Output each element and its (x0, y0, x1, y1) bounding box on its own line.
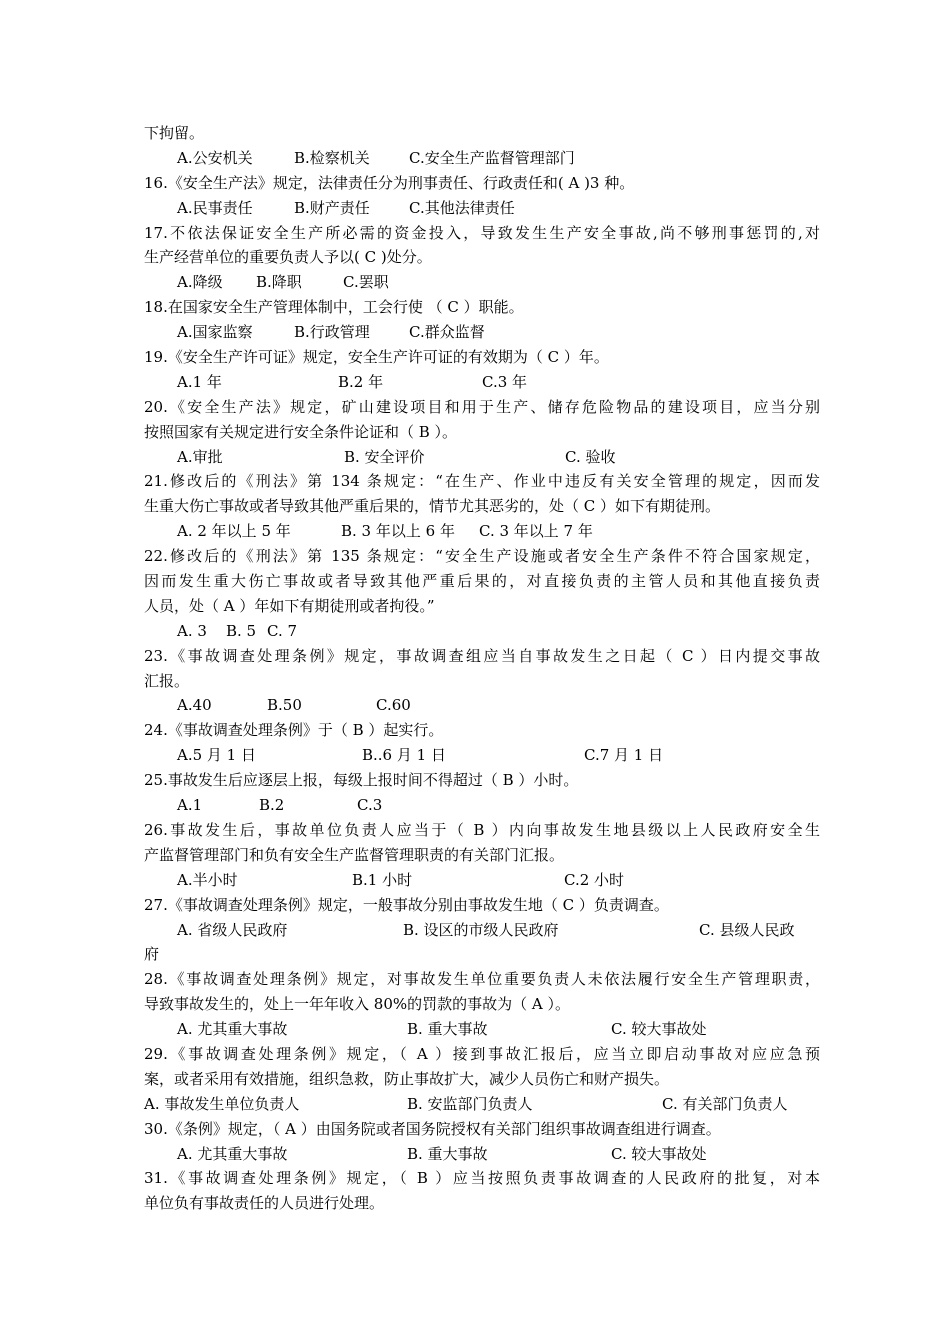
answer-option: B. 安全评价 (344, 447, 425, 466)
answer-options-row (144, 1017, 820, 1042)
question-text-line: 17.不依法保证安全生产所必需的资金投入，导致发生生产安全事故,尚不够刑事惩罚的,对 (144, 223, 820, 242)
answer-option: C.安全生产监督管理部门 (409, 148, 575, 167)
answer-options-row (144, 370, 820, 395)
answer-option: B.行政管理 (294, 323, 370, 342)
question-text-line: 23.《事故调查处理条例》规定，事故调查组应当自事故发生之日起（ C ）日内提交事故 (144, 646, 820, 665)
answer-options-row (144, 743, 820, 768)
question-text-line: 27.《事故调查处理条例》规定，一般事故分别由事故发生地（ C ）负责调查。 (144, 895, 669, 914)
question-text-line: 22.修改后的《刑法》第 135 条规定：“安全生产设施或者安全生产条件不符合国家规定， (144, 547, 820, 566)
answer-option: B..6 月 1 日 (362, 746, 446, 765)
question-text-line: 31.《事故调查处理条例》规定，（ B ）应当按照负责事故调查的人民政府的批复，对本 (144, 1169, 820, 1188)
answer-option: B.降职 (256, 273, 302, 292)
question-text-line: 26.事故发生后，事故单位负责人应当于（ B ）内向事故发生地县级以上人民政府安全生 (144, 820, 820, 839)
answer-option: A. 尤其重大事故 (177, 1020, 288, 1039)
question-list (144, 121, 820, 1216)
answer-options-row (144, 1142, 820, 1167)
question-text-line: 单位负有事故责任的人员进行处理。 (144, 1194, 385, 1213)
answer-options-row (144, 270, 820, 295)
question-text-line: 人员，处（ A ）年如下有期徒刑或者拘役。” (144, 596, 435, 615)
answer-option: B. 重大事故 (407, 1020, 488, 1039)
answer-options-row (144, 320, 820, 345)
answer-option: A. 事故发生单位负责人 (144, 1094, 300, 1113)
answer-option: B. 重大事故 (407, 1144, 488, 1163)
question-text-line: 30.《条例》规定，（ A ）由国务院或者国务院授权有关部门组织事故调查组进行调查。 (144, 1119, 721, 1138)
question-text-line: 19.《安全生产许可证》规定，安全生产许可证的有效期为（ C ）年。 (144, 348, 609, 367)
answer-option: A.40 (177, 696, 212, 715)
answer-option: C. 有关部门负责人 (662, 1094, 788, 1113)
answer-option: C. 3 年以上 7 年 (479, 522, 593, 541)
question-text-line: 产监督管理部门和负有安全生产监督管理职责的有关部门汇报。 (144, 845, 565, 864)
question-text-line: 生产经营单位的重要负责人予以( C )处分。 (144, 248, 432, 267)
answer-options-row (144, 619, 820, 644)
answer-option: A.5 月 1 日 (177, 746, 256, 765)
answer-option: B.1 小时 (352, 870, 413, 889)
answer-option: A. 3 (177, 621, 207, 640)
answer-option: B.财产责任 (294, 198, 370, 217)
answer-option: C.3 (357, 796, 383, 815)
answer-options-row (144, 693, 820, 718)
answer-option: C. 验收 (565, 447, 616, 466)
answer-option: C.60 (376, 696, 411, 715)
answer-option: A.国家监察 (177, 323, 253, 342)
answer-option: C.其他法律责任 (409, 198, 515, 217)
answer-option: A. 2 年以上 5 年 (177, 522, 291, 541)
answer-option: C.2 小时 (564, 870, 625, 889)
answer-options-row (144, 1092, 820, 1117)
question-text-line: 18.在国家安全生产管理体制中，工会行使 （ C ）职能。 (144, 298, 524, 317)
answer-option: C. 较大事故处 (611, 1020, 707, 1039)
answer-option: B. 3 年以上 6 年 (341, 522, 455, 541)
question-text-line: 28.《事故调查处理条例》规定，对事故发生单位重要负责人未依法履行安全生产管理职责， (144, 970, 820, 989)
answer-option: A.降级 (177, 273, 223, 292)
question-text-line: 16.《安全生产法》规定，法律责任分为刑事责任、行政责任和( A )3 种。 (144, 173, 635, 192)
question-text-line: 生重大伤亡事故或者导致其他严重后果的，情节尤其恶劣的，处（ C ）如下有期徒刑。 (144, 497, 721, 516)
answer-option: A. 尤其重大事故 (177, 1144, 288, 1163)
question-text-line: 因而发生重大伤亡事故或者导致其他严重后果的，对直接负责的主管人员和其他直接负责 (144, 572, 820, 591)
answer-option: B. 设区的市级人民政府 (403, 920, 559, 939)
answer-option: A.公安机关 (177, 148, 253, 167)
answer-option: C. 7 (267, 621, 298, 640)
question-text-line: 21.修改后的《刑法》第 134 条规定：“在生产、作业中违反有关安全管理的规定，因而发 (144, 472, 820, 491)
question-text-line: 按照国家有关规定进行安全条件论证和（ B ）。 (144, 422, 458, 441)
question-text-line: 下拘留。 (144, 124, 205, 142)
answer-option: C.罢职 (343, 273, 389, 292)
answer-options-row (144, 146, 820, 171)
answer-option: A. 省级人民政府 (177, 920, 288, 939)
answer-options-row (144, 918, 820, 943)
question-text-line: 20.《安全生产法》规定，矿山建设项目和用于生产、储存危险物品的建设项目，应当分别 (144, 397, 820, 416)
answer-option: A.民事责任 (177, 198, 253, 217)
answer-option: A.1 年 (177, 372, 222, 391)
answer-option: C.7 月 1 日 (584, 746, 664, 765)
answer-option: A.半小时 (177, 870, 238, 889)
question-text-line: 导致事故发生的，处上一年年收入 80%的罚款的事故为（ A ）。 (144, 995, 570, 1014)
answer-option: A.1 (177, 796, 203, 815)
answer-options-row (144, 868, 820, 893)
answer-option: B.2 (259, 796, 285, 815)
answer-option: B. 安监部门负责人 (407, 1094, 533, 1113)
answer-options-row (144, 519, 820, 544)
answer-option: B.50 (267, 696, 302, 715)
answer-option: C.群众监督 (409, 323, 485, 342)
question-text-line: 24.《事故调查处理条例》于（ B ）起实行。 (144, 721, 444, 740)
answer-option: B.2 年 (338, 372, 384, 391)
answer-option: C. 较大事故处 (611, 1144, 707, 1163)
answer-options-row (144, 793, 820, 818)
answer-option: A.审批 (177, 447, 223, 466)
question-text-line: 案，或者采用有效措施，组织急救，防止事故扩大，减少人员伤亡和财产损失。 (144, 1069, 670, 1088)
question-text-line: 府 (144, 945, 160, 964)
answer-option: C. 县级人民政 (699, 920, 795, 939)
question-text-line: 29.《事故调查处理条例》规定，（ A ）接到事故汇报后，应当立即启动事故对应应急预 (144, 1044, 820, 1063)
answer-option: B. 5 (226, 621, 257, 640)
answer-options-row (144, 196, 820, 221)
answer-option: B.检察机关 (294, 148, 370, 167)
answer-options-row (144, 445, 820, 470)
question-text-line: 25.事故发生后应逐层上报，每级上报时间不得超过（ B ）小时。 (144, 771, 579, 790)
question-text-line: 汇报。 (144, 671, 190, 690)
answer-option: C.3 年 (482, 372, 528, 391)
